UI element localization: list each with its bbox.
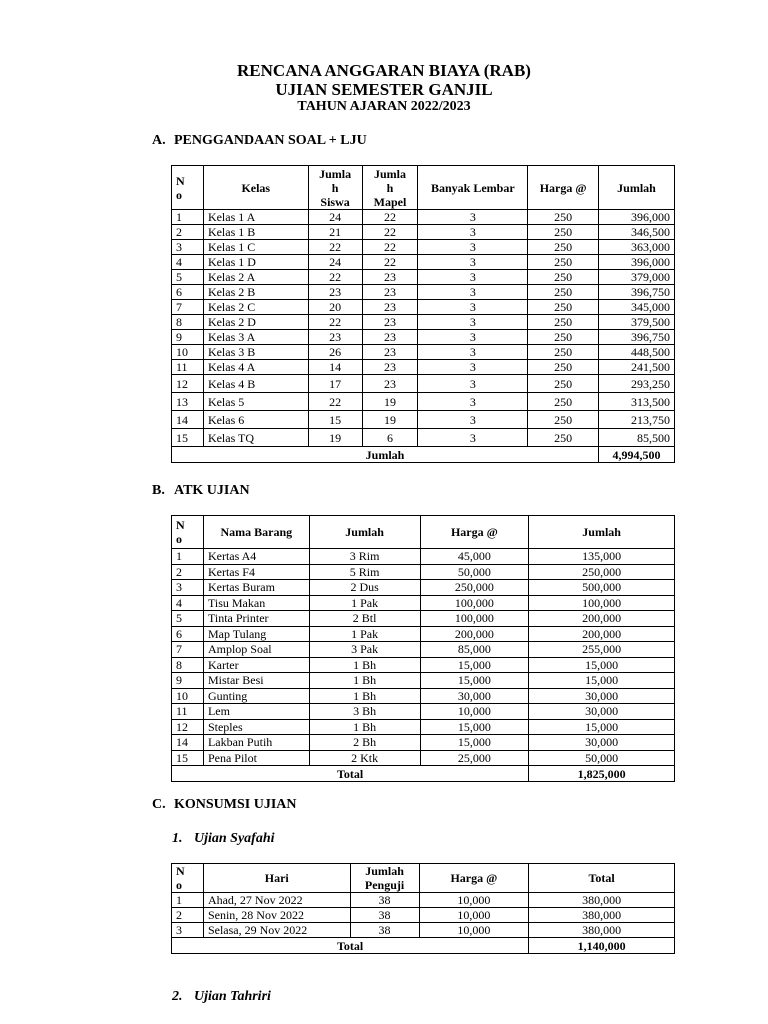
table-cell: 3 (418, 285, 528, 300)
table-cell: 250,000 (420, 580, 529, 596)
table-cell: 10,000 (419, 893, 529, 908)
section-a-title: PENGGANDAAN SOAL + LJU (174, 133, 367, 148)
table-cell: 3 Rim (309, 549, 420, 565)
table-cell: 3 (418, 315, 528, 330)
subsection-2-number: 2. (172, 989, 183, 1004)
table-cell: 3 (418, 360, 528, 375)
table-cell: 4 (172, 595, 204, 611)
table-cell: 345,000 (599, 300, 675, 315)
table-cell: 15,000 (420, 719, 529, 735)
column-header: Jumlah Penguji (350, 864, 419, 893)
table-cell: 6 (172, 285, 204, 300)
table-cell: 15,000 (529, 719, 675, 735)
table-cell: 1 Bh (309, 673, 420, 689)
table-cell: 22 (362, 240, 418, 255)
table-cell: 213,750 (599, 411, 675, 429)
column-header: Harga @ (420, 516, 529, 549)
table-cell: 26 (308, 345, 362, 360)
table-cell: 396,750 (599, 285, 675, 300)
table-cell: 21 (308, 225, 362, 240)
total-label: Total (172, 938, 529, 954)
table-cell: 15 (172, 429, 204, 447)
table-cell: 100,000 (529, 595, 675, 611)
table-cell: Tinta Printer (203, 611, 309, 627)
table-cell: 3 Bh (309, 704, 420, 720)
table-row (172, 688, 675, 704)
table-row (172, 657, 675, 673)
table-row (172, 549, 675, 565)
table-cell: 23 (362, 270, 418, 285)
table-cell: 7 (172, 642, 204, 658)
table-cell: 2 Dus (309, 580, 420, 596)
total-value: 4,994,500 (599, 447, 675, 463)
table-cell: 380,000 (529, 893, 675, 908)
table-cell: 3 (418, 270, 528, 285)
table-cell: 23 (362, 315, 418, 330)
table-cell: 14 (172, 411, 204, 429)
table-cell: 10 (172, 688, 204, 704)
table-cell: 380,000 (529, 908, 675, 923)
table-cell: 396,000 (599, 255, 675, 270)
table-cell: 22 (362, 210, 418, 225)
column-header: Harga @ (528, 166, 599, 210)
table-row (172, 750, 675, 766)
table-row (172, 360, 675, 375)
table-cell: Steples (203, 719, 309, 735)
table-cell: 250 (528, 315, 599, 330)
table-cell: Lakban Putih (203, 735, 309, 751)
table-cell: 30,000 (529, 735, 675, 751)
total-row (172, 447, 675, 463)
table-cell: 2 (172, 225, 204, 240)
table-cell: 24 (308, 255, 362, 270)
table-row (172, 270, 675, 285)
table-cell: 22 (308, 240, 362, 255)
table-cell: 24 (308, 210, 362, 225)
table-cell: 346,500 (599, 225, 675, 240)
column-header: Jumlah (599, 166, 675, 210)
section-c-title: KONSUMSI UJIAN (174, 797, 297, 812)
table-cell: 500,000 (529, 580, 675, 596)
table-cell: 200,000 (529, 611, 675, 627)
table-cell: 23 (362, 360, 418, 375)
document-subtitle: UJIAN SEMESTER GANJIL (275, 80, 493, 99)
table-cell: Kelas 1 A (203, 210, 308, 225)
table-cell: 250 (528, 240, 599, 255)
table-row (172, 564, 675, 580)
table-cell: 23 (362, 345, 418, 360)
table-cell: 19 (362, 411, 418, 429)
table-cell: 23 (362, 300, 418, 315)
table-cell: Kelas 3 A (203, 330, 308, 345)
section-b-heading (152, 483, 250, 499)
table-cell: 1 Pak (309, 626, 420, 642)
table-row (172, 626, 675, 642)
table-cell: 85,000 (420, 642, 529, 658)
subsection-2-title: Ujian Tahriri (194, 989, 271, 1004)
table-cell: Gunting (203, 688, 309, 704)
table-cell: 250 (528, 429, 599, 447)
table-row (172, 345, 675, 360)
table-cell: 313,500 (599, 393, 675, 411)
table-cell: 9 (172, 330, 204, 345)
table-cell: 15,000 (420, 657, 529, 673)
table-atk (171, 515, 675, 782)
table-cell: 20 (308, 300, 362, 315)
table-cell: 100,000 (420, 611, 529, 627)
subsection-1-heading (172, 831, 275, 847)
table-cell: 50,000 (529, 750, 675, 766)
table-cell: 23 (362, 285, 418, 300)
table-cell: 19 (362, 393, 418, 411)
table-cell: Kertas A4 (203, 549, 309, 565)
table-cell: 3 (418, 393, 528, 411)
table-penggandaan (171, 165, 675, 463)
table-cell: 250 (528, 285, 599, 300)
column-header: Hari (203, 864, 350, 893)
table-cell: 250 (528, 255, 599, 270)
table-cell: 363,000 (599, 240, 675, 255)
table-cell: 10,000 (420, 704, 529, 720)
section-b-title: ATK UJIAN (174, 483, 250, 498)
column-header: Jumlah (529, 516, 675, 549)
table-cell: Kelas 4 A (203, 360, 308, 375)
column-header: N o (172, 864, 204, 893)
table-cell: Tisu Makan (203, 595, 309, 611)
column-header: Jumla h Siswa (308, 166, 362, 210)
table-cell: 38 (350, 893, 419, 908)
table-cell: 250 (528, 210, 599, 225)
table-row (172, 893, 675, 908)
table-cell: 30,000 (420, 688, 529, 704)
table-cell: 200,000 (529, 626, 675, 642)
table-cell: 4 (172, 255, 204, 270)
table-cell: 38 (350, 908, 419, 923)
table-cell: 100,000 (420, 595, 529, 611)
table-cell: 15,000 (529, 657, 675, 673)
table-cell: 2 (172, 908, 204, 923)
table-cell: 3 (418, 429, 528, 447)
table-cell: 19 (308, 429, 362, 447)
table-cell: 3 (418, 240, 528, 255)
table-cell: 23 (308, 285, 362, 300)
column-header: Harga @ (419, 864, 529, 893)
table-cell: 11 (172, 360, 204, 375)
table-row (172, 315, 675, 330)
table-cell: 3 (418, 345, 528, 360)
table-cell: Mistar Besi (203, 673, 309, 689)
table-cell: 2 Ktk (309, 750, 420, 766)
table-cell: 22 (362, 225, 418, 240)
table-cell: 293,250 (599, 375, 675, 393)
table-cell: 15,000 (420, 673, 529, 689)
table-row (172, 719, 675, 735)
section-a-heading (152, 133, 367, 149)
table-cell: Kertas F4 (203, 564, 309, 580)
table-row (172, 595, 675, 611)
column-header: Total (529, 864, 675, 893)
table-cell: Kelas 5 (203, 393, 308, 411)
table-cell: Kelas 1 D (203, 255, 308, 270)
total-row (172, 766, 675, 782)
table-cell: 30,000 (529, 688, 675, 704)
table-row (172, 411, 675, 429)
table-cell: 2 (172, 564, 204, 580)
table-row (172, 923, 675, 938)
table-cell: 3 Pak (309, 642, 420, 658)
table-cell: 22 (308, 270, 362, 285)
table-cell: 5 (172, 270, 204, 285)
table-cell: 255,000 (529, 642, 675, 658)
table-cell: 15,000 (529, 673, 675, 689)
table-cell: 3 (418, 225, 528, 240)
total-value: 1,140,000 (529, 938, 675, 954)
table-cell: 250 (528, 393, 599, 411)
table-cell: 396,000 (599, 210, 675, 225)
table-cell: 1 Pak (309, 595, 420, 611)
table-cell: 5 Rim (309, 564, 420, 580)
table-cell: 250 (528, 411, 599, 429)
table-cell: 448,500 (599, 345, 675, 360)
table-row (172, 642, 675, 658)
table-cell: 1 Bh (309, 719, 420, 735)
table-row (172, 285, 675, 300)
table-cell: Kelas 2 C (203, 300, 308, 315)
table-row (172, 240, 675, 255)
table-row (172, 225, 675, 240)
table-cell: Pena Pilot (203, 750, 309, 766)
table-cell: 380,000 (529, 923, 675, 938)
table-cell: 11 (172, 704, 204, 720)
table-cell: 250 (528, 300, 599, 315)
table-cell: Ahad, 27 Nov 2022 (203, 893, 350, 908)
column-header: N o (172, 516, 204, 549)
section-c-heading (152, 797, 297, 813)
table-cell: Kelas 1 C (203, 240, 308, 255)
table-cell: 3 (172, 580, 204, 596)
table-cell: Amplop Soal (203, 642, 309, 658)
subsection-1-number: 1. (172, 831, 183, 846)
table-cell: Senin, 28 Nov 2022 (203, 908, 350, 923)
total-label: Jumlah (172, 447, 599, 463)
table-konsumsi-syafahi (171, 863, 675, 954)
table-cell: 12 (172, 719, 204, 735)
table-row (172, 429, 675, 447)
header-row (172, 516, 675, 549)
table-cell: 3 (418, 375, 528, 393)
table-cell: 17 (308, 375, 362, 393)
table-cell: 10 (172, 345, 204, 360)
table-cell: Kelas 3 B (203, 345, 308, 360)
table-cell: 5 (172, 611, 204, 627)
subsection-2-heading (172, 989, 271, 1005)
table-row (172, 908, 675, 923)
table-cell: 250 (528, 375, 599, 393)
table-cell: 23 (308, 330, 362, 345)
table-cell: 3 (418, 255, 528, 270)
table-cell: 23 (362, 375, 418, 393)
table-cell: 1 (172, 893, 204, 908)
table-cell: 250 (528, 345, 599, 360)
table-cell: Karter (203, 657, 309, 673)
table-cell: 45,000 (420, 549, 529, 565)
total-row (172, 938, 675, 954)
table-cell: 14 (308, 360, 362, 375)
table-cell: 12 (172, 375, 204, 393)
table-cell: 379,000 (599, 270, 675, 285)
table-cell: Kelas 2 B (203, 285, 308, 300)
table-row (172, 330, 675, 345)
table-cell: 135,000 (529, 549, 675, 565)
table-cell: 9 (172, 673, 204, 689)
table-cell: 3 (172, 923, 204, 938)
section-b-letter: B. (152, 483, 165, 498)
table-cell: Lem (203, 704, 309, 720)
table-cell: 3 (172, 240, 204, 255)
table-cell: 13 (172, 393, 204, 411)
table-cell: Kelas 6 (203, 411, 308, 429)
column-header: Kelas (203, 166, 308, 210)
table-cell: 379,500 (599, 315, 675, 330)
total-value: 1,825,000 (529, 766, 675, 782)
table-row (172, 393, 675, 411)
table-cell: 250 (528, 330, 599, 345)
header-row (172, 864, 675, 893)
table-row (172, 673, 675, 689)
section-a-letter: A. (152, 133, 166, 148)
table-cell: 3 (418, 210, 528, 225)
table-cell: 30,000 (529, 704, 675, 720)
table-cell: Kelas 4 B (203, 375, 308, 393)
table-cell: 396,750 (599, 330, 675, 345)
total-label: Total (172, 766, 529, 782)
table-cell: Kelas 2 A (203, 270, 308, 285)
table-cell: 250 (528, 225, 599, 240)
table-row (172, 580, 675, 596)
table-cell: 3 (418, 411, 528, 429)
table-row (172, 735, 675, 751)
table-cell: Selasa, 29 Nov 2022 (203, 923, 350, 938)
table-cell: 8 (172, 657, 204, 673)
table-cell: 14 (172, 735, 204, 751)
table-cell: 3 (418, 300, 528, 315)
column-header: Jumlah (309, 516, 420, 549)
header-row (172, 166, 675, 210)
table-cell: 6 (362, 429, 418, 447)
table-cell: 22 (308, 393, 362, 411)
table-cell: 3 (418, 330, 528, 345)
table-cell: 2 Btl (309, 611, 420, 627)
table-cell: 6 (172, 626, 204, 642)
table-cell: 10,000 (419, 923, 529, 938)
table-cell: Kertas Buram (203, 580, 309, 596)
column-header: Banyak Lembar (418, 166, 528, 210)
table-row (172, 704, 675, 720)
table-cell: 23 (362, 330, 418, 345)
academic-year: TAHUN AJARAN 2022/2023 (297, 99, 471, 114)
table-row (172, 375, 675, 393)
table-row (172, 611, 675, 627)
column-header: Nama Barang (203, 516, 309, 549)
table-cell: 15 (172, 750, 204, 766)
subsection-1-title: Ujian Syafahi (194, 831, 275, 846)
section-c-letter: C. (152, 797, 166, 812)
table-cell: Map Tulang (203, 626, 309, 642)
table-cell: 25,000 (420, 750, 529, 766)
table-cell: 250 (528, 360, 599, 375)
table-cell: 1 (172, 210, 204, 225)
table-row (172, 210, 675, 225)
table-cell: 7 (172, 300, 204, 315)
table-cell: 15 (308, 411, 362, 429)
table-cell: 85,500 (599, 429, 675, 447)
table-cell: 241,500 (599, 360, 675, 375)
table-cell: 250,000 (529, 564, 675, 580)
table-cell: 50,000 (420, 564, 529, 580)
table-cell: 8 (172, 315, 204, 330)
table-cell: 200,000 (420, 626, 529, 642)
table-cell: 1 Bh (309, 688, 420, 704)
table-cell: Kelas 2 D (203, 315, 308, 330)
document-title: RENCANA ANGGARAN BIAYA (RAB) (237, 61, 531, 80)
table-row (172, 255, 675, 270)
table-cell: 1 Bh (309, 657, 420, 673)
column-header: Jumla h Mapel (362, 166, 418, 210)
table-cell: 38 (350, 923, 419, 938)
table-cell: 22 (308, 315, 362, 330)
table-row (172, 300, 675, 315)
table-cell: Kelas 1 B (203, 225, 308, 240)
table-cell: 250 (528, 270, 599, 285)
table-cell: 22 (362, 255, 418, 270)
table-cell: 1 (172, 549, 204, 565)
table-cell: 2 Bh (309, 735, 420, 751)
table-cell: 10,000 (419, 908, 529, 923)
table-cell: 15,000 (420, 735, 529, 751)
table-cell: Kelas TQ (203, 429, 308, 447)
column-header: N o (172, 166, 204, 210)
